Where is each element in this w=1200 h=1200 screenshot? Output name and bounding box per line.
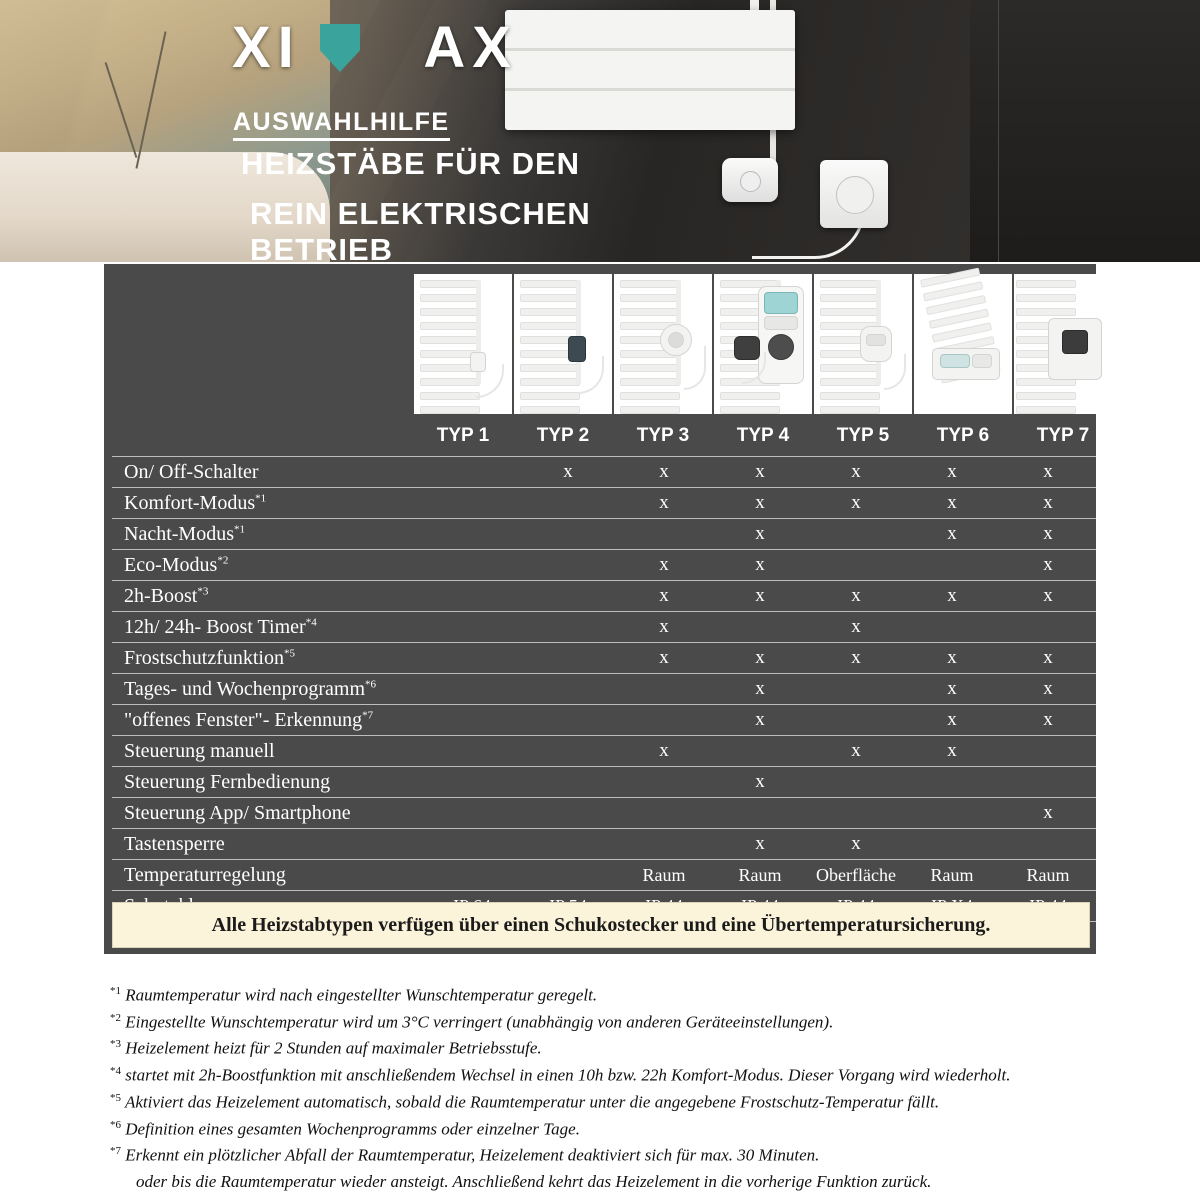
cell-typ-4: x [712, 643, 808, 674]
cell-typ-1 [424, 829, 520, 860]
cell-typ-5 [808, 674, 904, 705]
cell-typ-3: Raum [616, 860, 712, 891]
cell-typ-7: x [1000, 519, 1096, 550]
cell-typ-5: x [808, 581, 904, 612]
cell-typ-5: Oberfläche [808, 860, 904, 891]
cell-typ-3 [616, 829, 712, 860]
cell-typ-2 [520, 767, 616, 798]
cell-typ-3: x [616, 581, 712, 612]
cell-typ-3 [616, 767, 712, 798]
column-header-typ-2: TYP 2 [536, 425, 590, 446]
product-image-typ-7 [1014, 274, 1112, 414]
product-image-typ-3 [614, 274, 712, 414]
table-row [112, 488, 1096, 519]
logo-block [104, 0, 664, 262]
table-row [112, 643, 1096, 674]
product-row-spacer [112, 274, 412, 414]
product-image-typ-2 [514, 274, 612, 414]
footnote-6: $^{*6}$ Definition eines gesamten Wochenprogramms oder einzelner Tage. [110, 1118, 580, 1139]
cell-typ-7: Raum [1000, 860, 1096, 891]
cell-typ-1 [424, 643, 520, 674]
feature-label: Nacht-Modus$^{*1}$ [112, 519, 424, 550]
cell-typ-2 [520, 674, 616, 705]
table-row [112, 798, 1096, 829]
footnote-7: $^{*7}$ Erkennt ein plötzlicher Abfall der Raumtemperatur, Heizelement deaktiviert sich für max. 30 Minuten. [110, 1145, 820, 1165]
table-row [112, 519, 1096, 550]
feature-label: Tastensperre [112, 829, 424, 860]
cell-typ-4 [712, 736, 808, 767]
cell-typ-2 [520, 581, 616, 612]
cell-typ-7: x [1000, 581, 1096, 612]
feature-label: "offenes Fenster"- Erkennung$^{*7}$ [112, 705, 424, 736]
cell-typ-6: x [904, 457, 1000, 488]
cell-typ-6: x [904, 674, 1000, 705]
feature-label: Komfort-Modus$^{*1}$ [112, 488, 424, 519]
cell-typ-7: x [1000, 550, 1096, 581]
cell-typ-7 [1000, 612, 1096, 643]
table-row [112, 705, 1096, 736]
hero-kicker: AUSWAHLHILFE [233, 108, 450, 137]
table-row [112, 736, 1096, 767]
hero-banner [0, 0, 1200, 262]
column-header-row [112, 416, 1088, 456]
cell-typ-5 [808, 550, 904, 581]
product-image-row [112, 274, 1088, 414]
cell-typ-2 [520, 860, 616, 891]
feature-label: 2h-Boost$^{*3}$ [112, 581, 424, 612]
cell-typ-3 [616, 798, 712, 829]
cell-typ-1 [424, 550, 520, 581]
summary-note: Alle Heizstabtypen verfügen über einen Schukostecker und eine Übertemperatursicherung. [112, 902, 1090, 948]
cell-typ-4 [712, 798, 808, 829]
cell-typ-3: x [616, 457, 712, 488]
cell-typ-7 [1000, 829, 1096, 860]
table-row [112, 457, 1096, 488]
cell-typ-2 [520, 643, 616, 674]
feature-label: On/ Off-Schalter [112, 457, 424, 488]
table-row [112, 767, 1096, 798]
column-header-typ-3: TYP 3 [636, 425, 690, 446]
comparison-panel [104, 264, 1096, 954]
cell-typ-2 [520, 612, 616, 643]
cell-typ-5: x [808, 829, 904, 860]
cell-typ-7: x [1000, 705, 1096, 736]
cell-typ-3: x [616, 550, 712, 581]
footnote-1: $^{*1}$ Raumtemperatur wird nach eingestellter Wunschtemperatur geregelt. [110, 985, 598, 1005]
table-row [112, 581, 1096, 612]
cell-typ-6 [904, 550, 1000, 581]
cell-typ-6: x [904, 488, 1000, 519]
feature-label: 12h/ 24h- Boost Timer$^{*4}$ [112, 612, 424, 643]
table-row [112, 860, 1096, 891]
footnote-7-continued: oder bis die Raumtemperatur wieder ansteigt. Anschließend kehrt das Heizelement in die vorherige Funktion zurück. [136, 1171, 932, 1191]
wall-panel-decoration [970, 0, 1200, 262]
cell-typ-7: x [1000, 674, 1096, 705]
cell-typ-5 [808, 519, 904, 550]
power-cable [684, 346, 706, 390]
cell-typ-5: x [808, 457, 904, 488]
cell-typ-1 [424, 581, 520, 612]
feature-label: Steuerung Fernbedienung [112, 767, 424, 798]
cell-typ-4: x [712, 829, 808, 860]
power-cable [884, 354, 906, 390]
cell-typ-7: x [1000, 488, 1096, 519]
footnotes [110, 985, 1170, 1198]
cell-typ-1 [424, 705, 520, 736]
cell-typ-2 [520, 705, 616, 736]
cell-typ-1 [424, 736, 520, 767]
product-image-typ-4 [714, 274, 812, 414]
footnote-2: $^{*2}$ Eingestellte Wunschtemperatur wird um 3°C verringert (unabhängig von anderen Geräteeinstellungen). [110, 1011, 834, 1032]
cell-typ-5: x [808, 736, 904, 767]
remote-wheel-icon [768, 334, 794, 360]
feature-label: Temperaturregelung [112, 860, 424, 891]
hero-title-line2: REIN ELEKTRISCHEN BETRIEB [250, 196, 591, 262]
table-row [112, 550, 1096, 581]
cell-typ-3: x [616, 488, 712, 519]
cell-typ-5: x [808, 488, 904, 519]
cell-typ-2 [520, 488, 616, 519]
cell-typ-3: x [616, 643, 712, 674]
control-display-icon [940, 354, 970, 368]
remote-keys-icon [764, 316, 798, 330]
table-row [112, 612, 1096, 643]
cell-typ-1 [424, 767, 520, 798]
dial-center-icon [668, 332, 684, 348]
table-row [112, 674, 1096, 705]
cell-typ-3: x [616, 612, 712, 643]
hero-title-line1: HEIZSTÄBE FÜR DEN [241, 146, 581, 181]
cell-typ-1 [424, 488, 520, 519]
footnote-4: $^{*4}$ startet mit 2h-Boostfunktion mit anschließendem Wechsel in einen 10h bzw. 22h Komfort-Modus. Dieser Vorgang wird wiederholt. [110, 1065, 1011, 1085]
cell-typ-3: x [616, 736, 712, 767]
cell-typ-6 [904, 798, 1000, 829]
footnote-3: $^{*3}$ Heizelement heizt für 2 Stunden auf maximaler Betriebsstufe. [110, 1038, 542, 1059]
cell-typ-6: x [904, 519, 1000, 550]
table-row [112, 829, 1096, 860]
column-header-typ-7: TYP 7 [1036, 425, 1090, 446]
cell-typ-4: x [712, 674, 808, 705]
product-image-typ-6 [914, 274, 1012, 414]
heating-element-icon [722, 158, 778, 202]
cell-typ-6: Raum [904, 860, 1000, 891]
cell-typ-7 [1000, 736, 1096, 767]
feature-label: Steuerung manuell [112, 736, 424, 767]
column-header-typ-1: TYP 1 [436, 425, 490, 446]
smart-display-icon [1062, 330, 1088, 354]
cell-typ-7 [1000, 767, 1096, 798]
feature-label: Steuerung App/ Smartphone [112, 798, 424, 829]
column-header-typ-4: TYP 4 [736, 425, 790, 446]
cell-typ-1 [424, 798, 520, 829]
cell-typ-1 [424, 612, 520, 643]
cell-typ-2: x [520, 457, 616, 488]
cell-typ-3 [616, 705, 712, 736]
footnote-5: $^{*5}$ Aktiviert das Heizelement automatisch, sobald die Raumtemperatur unter die angegebene Frostschutz-Temperatur fällt. [110, 1091, 940, 1112]
remote-display-icon [764, 292, 798, 314]
cell-typ-5: x [808, 643, 904, 674]
brand-logo-left: XI [232, 15, 301, 80]
feature-label: Eco-Modus$^{*2}$ [112, 550, 424, 581]
column-header-typ-5: TYP 5 [836, 425, 890, 446]
cell-typ-4: x [712, 581, 808, 612]
feature-comparison-table [112, 456, 1096, 922]
power-cable [578, 356, 604, 394]
cell-typ-6 [904, 829, 1000, 860]
cell-typ-4 [712, 612, 808, 643]
cell-typ-6: x [904, 705, 1000, 736]
brand-logo [232, 14, 518, 81]
cell-typ-2 [520, 798, 616, 829]
cell-typ-3 [616, 519, 712, 550]
feature-label: Frostschutzfunktion$^{*5}$ [112, 643, 424, 674]
cell-typ-7: x [1000, 798, 1096, 829]
cell-typ-4: x [712, 519, 808, 550]
cell-typ-4: x [712, 767, 808, 798]
cell-typ-2 [520, 519, 616, 550]
cell-typ-4: x [712, 705, 808, 736]
column-header-typ-6: TYP 6 [936, 425, 990, 446]
product-image-typ-1 [414, 274, 512, 414]
cell-typ-4: Raum [712, 860, 808, 891]
cell-typ-2 [520, 829, 616, 860]
cell-typ-1 [424, 860, 520, 891]
cell-typ-1 [424, 519, 520, 550]
control-keys-icon [972, 354, 992, 368]
cell-typ-1 [424, 674, 520, 705]
cell-typ-5: x [808, 612, 904, 643]
feature-label: Tages- und Wochenprogramm$^{*6}$ [112, 674, 424, 705]
thermostat-scale-icon [866, 334, 886, 346]
cell-typ-6: x [904, 736, 1000, 767]
cell-typ-6: x [904, 581, 1000, 612]
cell-typ-4: x [712, 488, 808, 519]
cell-typ-6 [904, 612, 1000, 643]
wall-socket-icon [820, 160, 888, 228]
power-cable [476, 364, 504, 398]
cell-typ-2 [520, 736, 616, 767]
cell-typ-2 [520, 550, 616, 581]
cell-typ-6 [904, 767, 1000, 798]
cell-typ-4: x [712, 550, 808, 581]
cell-typ-7: x [1000, 643, 1096, 674]
cell-typ-6: x [904, 643, 1000, 674]
brand-logo-right: AX [423, 15, 518, 80]
product-image-typ-5 [814, 274, 912, 414]
cell-typ-5 [808, 705, 904, 736]
cell-typ-7: x [1000, 457, 1096, 488]
cell-typ-4: x [712, 457, 808, 488]
cell-typ-5 [808, 798, 904, 829]
cell-typ-1 [424, 457, 520, 488]
cell-typ-3 [616, 674, 712, 705]
cell-typ-5 [808, 767, 904, 798]
